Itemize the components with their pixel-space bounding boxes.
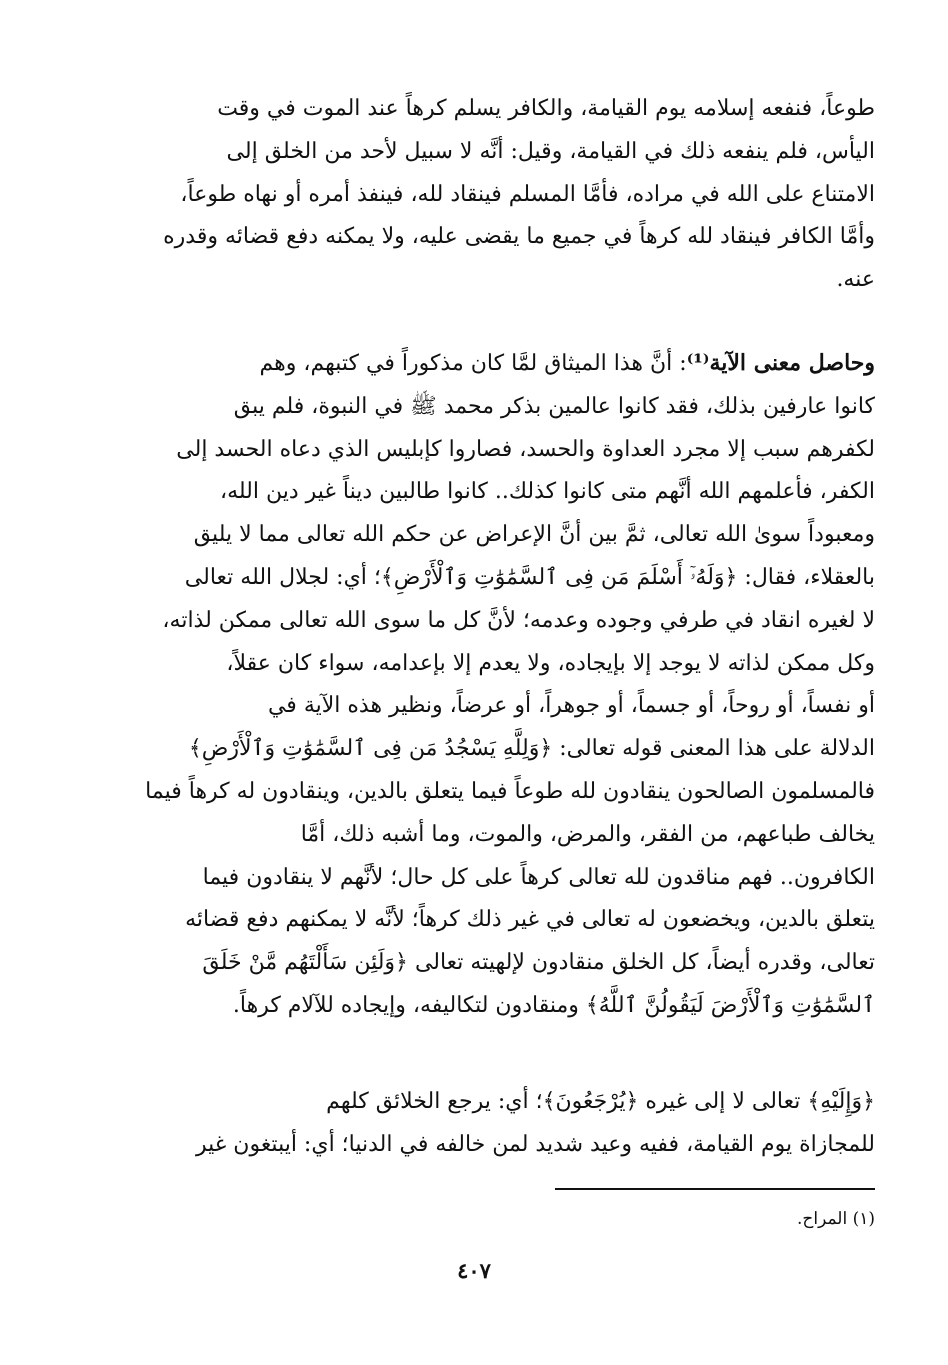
paragraph-1 [105, 88, 875, 302]
text-line: وكل ممكن لذاته لا يوجد إلا بإيجاده، ولا يعدم إلا بإعدامه، سواء كان عقلاً، [226, 650, 875, 676]
text-line: ٱلسَّمَٰوَٰتِ وَٱلْأَرْضَ لَيَقُولُنَّ ٱللَّهُ﴾ ومنقادون لتكاليفه، وإيجاده للآلام كرهاً. [232, 992, 875, 1018]
text-line: الكفر، فأعلمهم الله أنَّهم متى كانوا كذلك.. كانوا طالبين ديناً غير دين الله، [219, 479, 875, 505]
text-line: فالمسلمون الصالحون ينقادون لله طوعاً فيما يتعلق بالدين، وينقادون له كرهاً فيما [145, 778, 875, 804]
page-number: ٤٠٧ [457, 1258, 491, 1283]
text-line: لا لغيره انقاد في طرفي وجوده وعدمه؛ لأنَّ كل ما سوى الله تعالى ممكن لذاته، [162, 607, 875, 633]
text-line: الدلالة على هذا المعنى قوله تعالى: ﴿وَلِلَّهِ يَسْجُدُ مَن فِى ٱلسَّمَٰوَٰتِ وَٱلْأَرْضِ﴾ [188, 736, 875, 762]
section-lead-heading: وحاصل معنى الآية⁽¹⁾ [686, 350, 875, 376]
text-line: عنه. [836, 267, 875, 293]
text-line: تعالى، وقدره أيضاً، كل الخلق منقادون لإلهيته تعالى ﴿وَلَئِن سَأَلْتَهُم مَّنْ خَلَقَ [202, 950, 875, 976]
text-line: لكفرهم سبب إلا مجرد العداوة والحسد، فصاروا كإبليس الذي دعاه الحسد إلى [176, 436, 875, 462]
text-line: اليأس، فلم ينفعه ذلك في القيامة، وقيل: أنَّه لا سبيل لأحد من الخلق إلى [226, 138, 875, 164]
text-line: أو نفساً، أو روحاً، أو جسماً، أو جوهراً، أو عرضاً، ونظير هذه الآية في [267, 693, 875, 719]
text-line: يخالف طباعهم، من الفقر، والمرض، والموت، وما أشبه ذلك، أمَّا [300, 821, 875, 847]
footnote: (١) المراح. [796, 1209, 875, 1229]
text-line: للمجازاة يوم القيامة، ففيه وعيد شديد لمن خالفه في الدنيا؛ أي: أيبتغون غير [196, 1131, 875, 1157]
paragraph-2 [105, 342, 875, 1028]
text-line: ﴿وَإِلَيْهِ﴾ تعالى لا إلى غيره ﴿يُرْجَعُونَ﴾؛ أي: يرجع الخلائق كلهم [326, 1089, 875, 1114]
text-line: طوعاً، فنفعه إسلامه يوم القيامة، والكافر يسلم كرهاً عند الموت في وقت [217, 96, 875, 121]
text-line: الكافرون.. فهم مناقدون لله تعالى كرهاً على كل حال؛ لأنَّهم لا ينقادون فيما [202, 864, 875, 890]
paragraph-3 [105, 1081, 875, 1167]
text-line [105, 342, 875, 386]
text-line: يتعلق بالدين، ويخضعون له تعالى في غير ذلك كرهاً؛ لأنَّه لا يمكنهم دفع قضائه [185, 907, 875, 933]
text-line: بالعقلاء، فقال: ﴿وَلَهُۥٓ أَسْلَمَ مَن فِى ٱلسَّمَٰوَٰتِ وَٱلْأَرْضِ﴾؛ أي: لجلال الله تعالى [184, 564, 875, 590]
lead-line-rest: : أنَّ هذا الميثاق لمَّا كان مذكوراً في كتبهم، وهم [259, 351, 687, 376]
text-line: ومعبوداً سوىٰ الله تعالى، ثمَّ بين أنَّ الإعراض عن حكم الله تعالى مما لا يليق [193, 522, 875, 548]
text-line: كانوا عارفين بذلك، فقد كانوا عالمين بذكر محمد ﷺ في النبوة، فلم يبق [233, 393, 875, 419]
footnote-divider [555, 1188, 875, 1190]
text-line: الامتناع على الله في مراده، فأمَّا المسلم فينقاد لله، فينفذ أمره أو نهاه طوعاً، [180, 181, 875, 207]
text-line: وأمَّا الكافر فينقاد لله كرهاً في جميع ما يقضى عليه، ولا يمكنه دفع قضائه وقدره [163, 224, 875, 250]
